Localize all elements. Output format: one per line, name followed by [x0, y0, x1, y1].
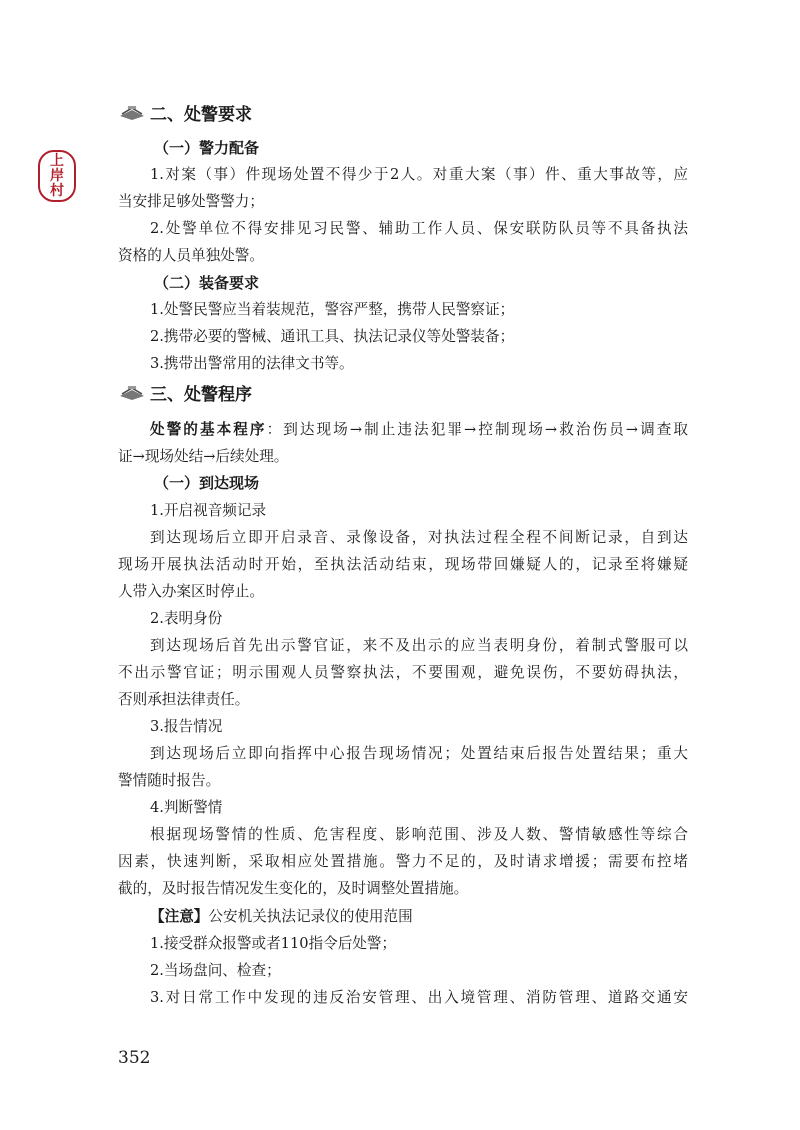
page-number: 352	[118, 1048, 151, 1068]
text-line: 人带入办案区时停止。	[118, 583, 264, 600]
stamp-char: 上	[50, 152, 64, 169]
section-heading-3	[118, 380, 252, 405]
book-icon	[118, 384, 146, 402]
text-line	[150, 418, 688, 439]
text-line: 资格的人员单独处警。	[118, 247, 264, 264]
text-line: 1.对案（事）件现场处置不得少于2人。对重大案（事）件、重大事故等，应	[150, 166, 688, 183]
text-line: 2.处警单位不得安排见习民警、辅助工作人员、保安联防队员等不具备执法	[150, 220, 688, 237]
text-line: 根据现场警情的性质、危害程度、影响范围、涉及人数、警情敏感性等综合	[150, 826, 688, 843]
text-line: 到达现场后立即向指挥中心报告现场情况；处置结束后报告处置结果；重大	[150, 745, 688, 762]
text-line: 3.携带出警常用的法律文书等。	[150, 355, 354, 372]
text-line: 警情随时报告。	[118, 772, 221, 789]
section-title: 二、处警要求	[150, 105, 252, 125]
section-heading-2	[118, 100, 252, 125]
text-line: 2.当场盘问、检查；	[150, 962, 281, 979]
text-line	[150, 905, 413, 926]
text-line: 1.接受群众报警或者110指令后处警；	[150, 935, 397, 952]
text-line: 因素，快速判断，采取相应处置措施。警力不足的，及时请求增援；需要布控堵	[118, 853, 688, 870]
subheading-arrive: （一）到达现场	[154, 474, 260, 492]
text-line: 3.报告情况	[150, 718, 223, 735]
text-line: 现场开展执法活动时开始，至执法活动结束，现场带回嫌疑人的，记录至将嫌疑	[118, 556, 688, 573]
text-line: 证→现场处结→后续处理。	[118, 448, 289, 465]
text-line: 否则承担法律责任。	[118, 691, 250, 708]
inline-text: ：到达现场→制止违法犯罪→控制现场→救治伤员→调查取	[266, 421, 688, 438]
subheading-equip: （二）装备要求	[154, 274, 260, 292]
text-line: 2.携带必要的警械、通讯工具、执法记录仪等处警装备；	[150, 328, 515, 345]
subheading-police: （一）警力配备	[154, 139, 260, 157]
stamp-char: 岸	[50, 167, 64, 184]
bold-label: 处警的基本程序	[150, 421, 267, 438]
text-line: 4.判断警情	[150, 799, 223, 816]
book-icon	[118, 104, 146, 122]
text-line: 3.对日常工作中发现的违反治安管理、出入境管理、消防管理、道路交通安	[150, 989, 688, 1006]
text-line: 1.处警民警应当着装规范，警容严整，携带人民警察证；	[150, 301, 515, 318]
text-line: 到达现场后立即开启录音、录像设备，对执法过程全程不间断记录，自到达	[150, 529, 688, 546]
text-line: 2.表明身份	[150, 610, 223, 627]
inline-text: 公安机关执法记录仪的使用范围	[208, 908, 413, 925]
text-line: 不出示警官证；明示围观人员警察执法，不要围观，避免误伤，不要妨碍执法，	[118, 664, 688, 681]
stamp-char: 村	[50, 182, 64, 199]
text-line: 当安排足够处警警力；	[118, 193, 264, 210]
text-line: 截的，及时报告情况发生变化的，及时调整处置措施。	[118, 880, 469, 897]
stamp-logo	[38, 150, 76, 202]
text-line: 到达现场后首先出示警官证，来不及出示的应当表明身份，着制式警服可以	[150, 637, 688, 654]
note-label: 【注意】	[150, 908, 209, 925]
text-line: 1.开启视音频记录	[150, 502, 267, 519]
section-title: 三、处警程序	[150, 385, 252, 405]
